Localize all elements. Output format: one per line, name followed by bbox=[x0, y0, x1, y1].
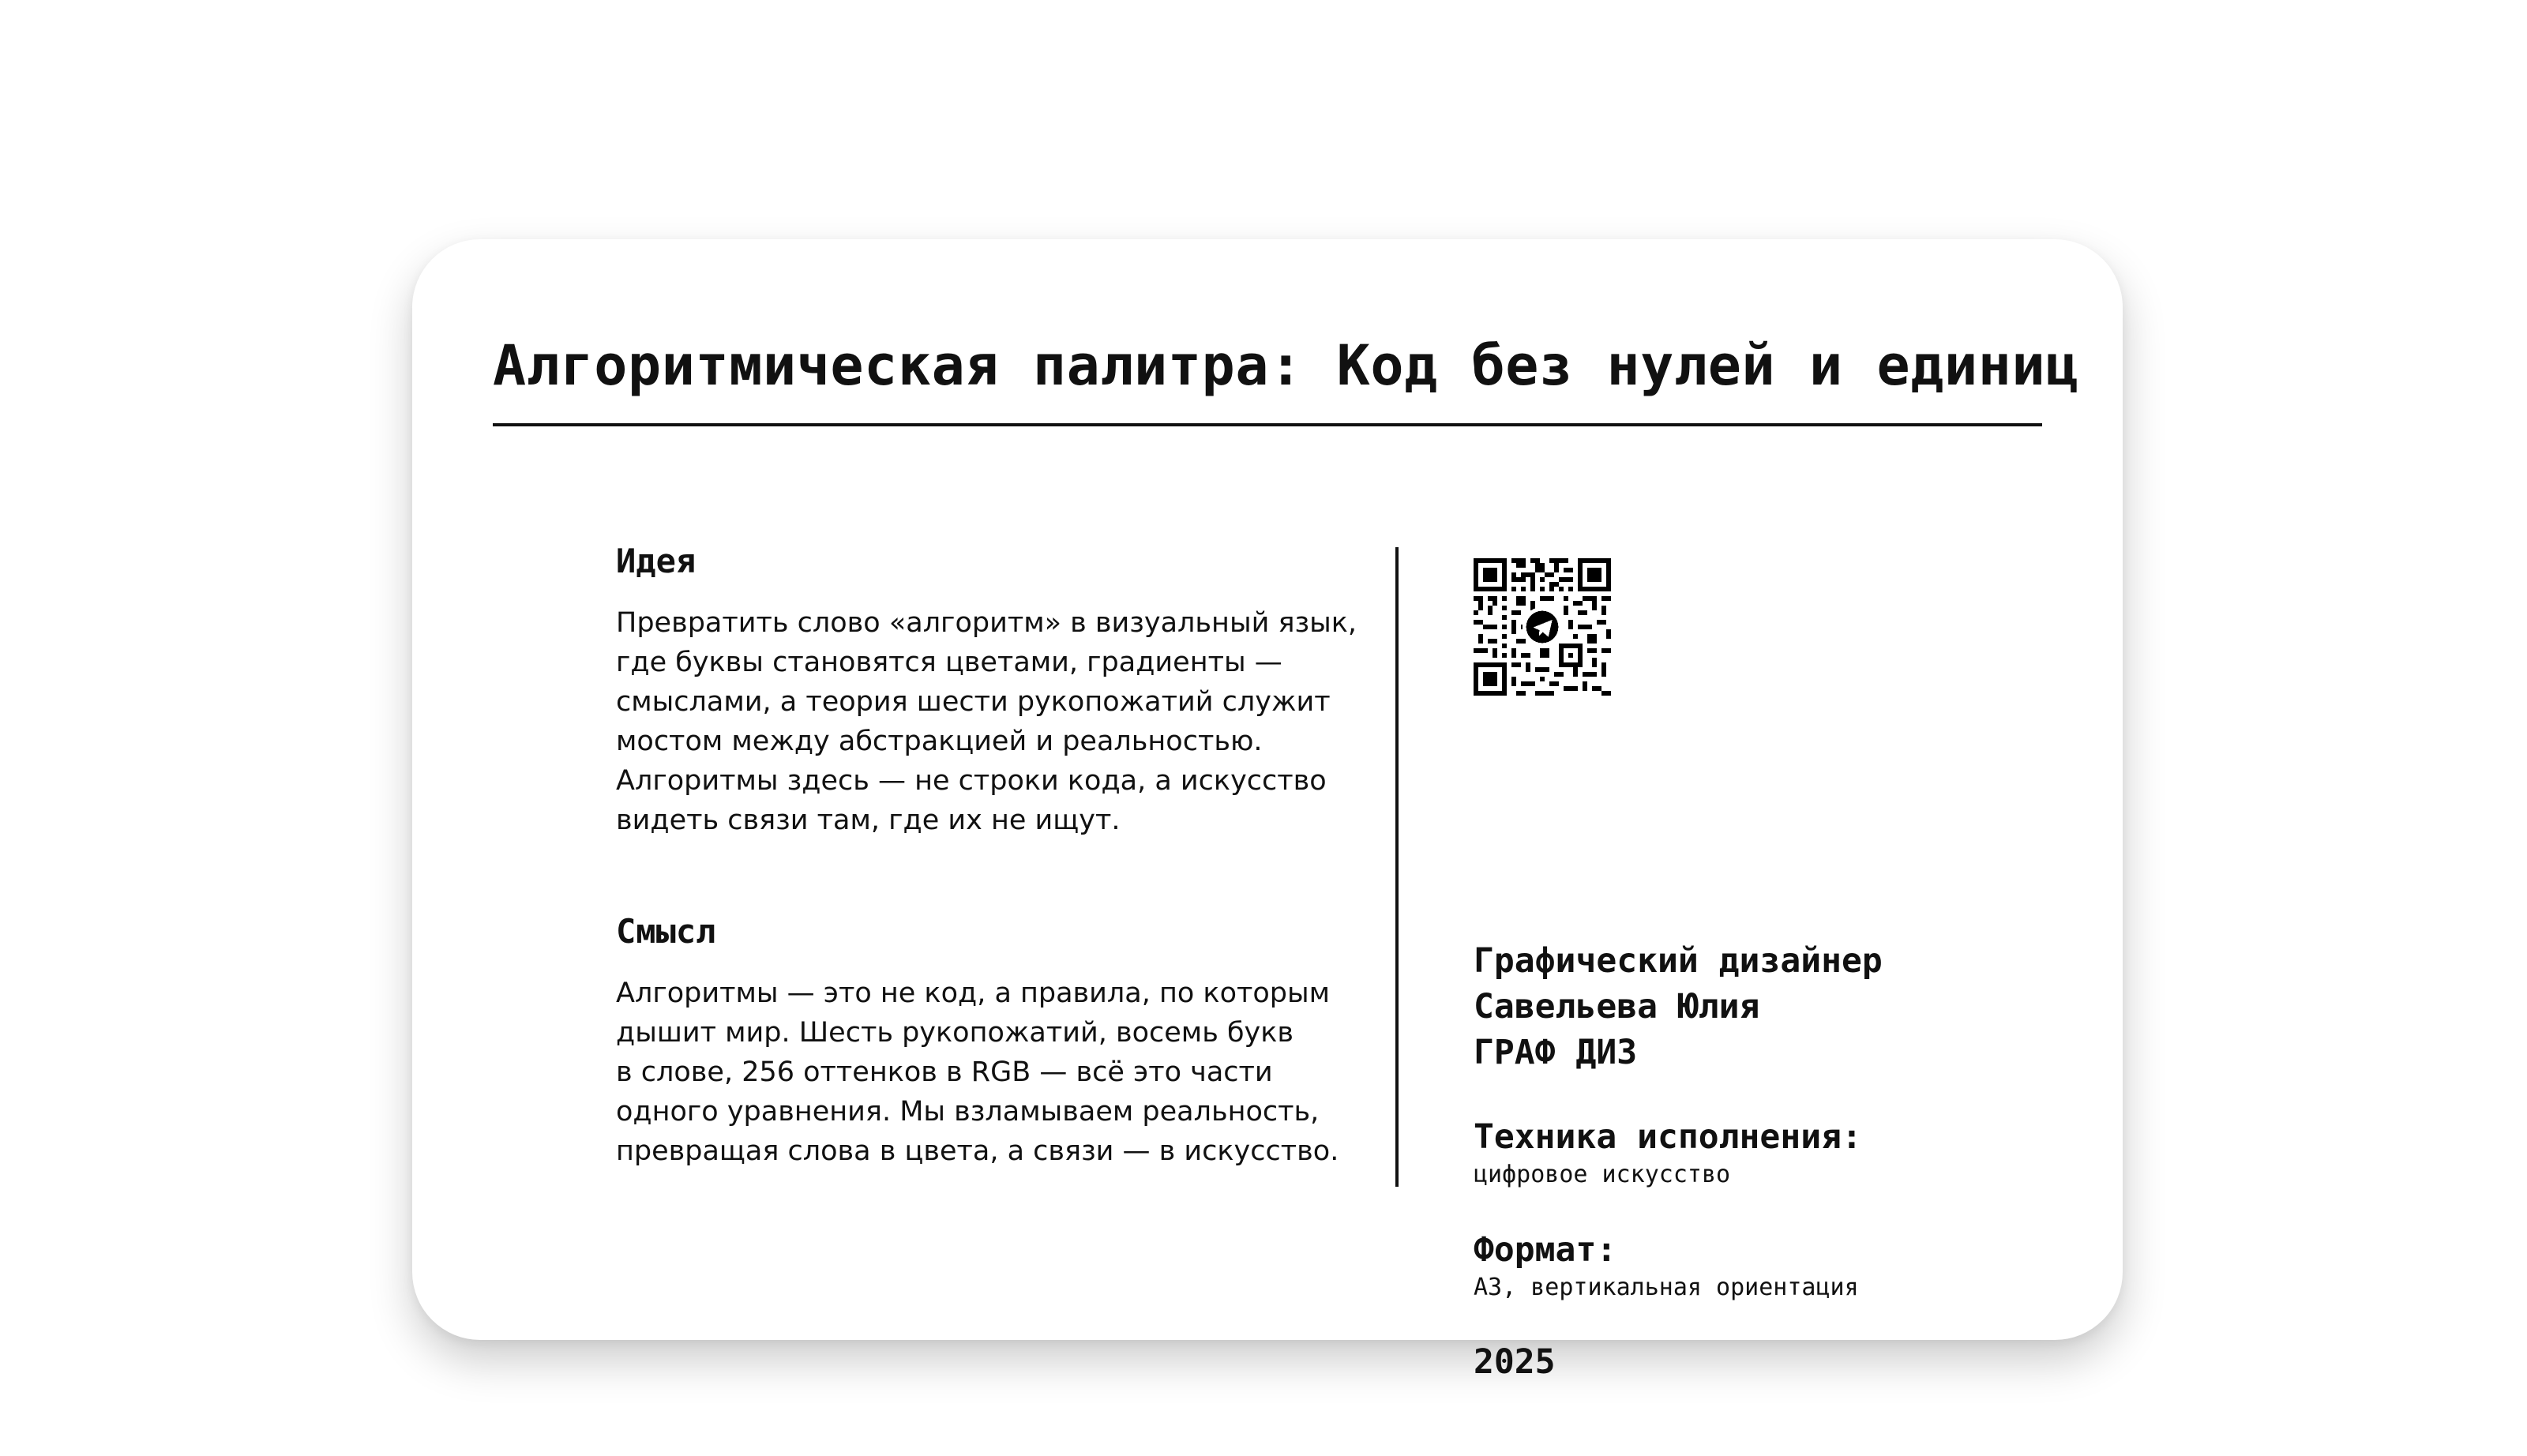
technique-value: цифровое искусство bbox=[1474, 1161, 1731, 1188]
meaning-text-line: дышит мир. Шесть рукопожатий, восемь букв bbox=[616, 1017, 1294, 1049]
idea-text-line: Превратить слово «алгоритм» в визуальный язык, bbox=[616, 607, 1357, 639]
column-divider bbox=[1395, 547, 1399, 1187]
idea-heading: Идея bbox=[616, 542, 697, 580]
year: 2025 bbox=[1474, 1342, 1556, 1382]
format-label: Формат: bbox=[1474, 1230, 1617, 1270]
title-underline bbox=[493, 423, 2042, 426]
meaning-heading: Смысл bbox=[616, 912, 716, 951]
idea-text-line: мостом между абстракцией и реальностью. bbox=[616, 726, 1263, 757]
format-value: А3, вертикальная ориентация bbox=[1474, 1274, 1859, 1301]
idea-text-line: Алгоритмы здесь — не строки кода, а искусство bbox=[616, 765, 1327, 797]
author-role: Графический дизайнер bbox=[1474, 941, 1883, 981]
author-group: ГРАФ ДИЗ bbox=[1474, 1033, 1638, 1072]
artwork-label-card bbox=[412, 239, 2123, 1382]
idea-text-line: смыслами, а теория шести рукопожатий служит bbox=[616, 686, 1331, 718]
artwork-title: Алгоритмическая палитра: Код без нулей и единиц bbox=[493, 333, 2079, 398]
meaning-text-line: превращая слова в цвета, а связи — в искусство. bbox=[616, 1135, 1339, 1167]
author-name: Савельева Юлия bbox=[1474, 987, 1760, 1026]
meaning-text bbox=[616, 974, 1358, 1171]
meaning-text-line: в слове, 256 оттенков в RGB — всё это части bbox=[616, 1056, 1273, 1088]
idea-text-line: где буквы становятся цветами, градиенты — bbox=[616, 647, 1282, 678]
meaning-text-line: одного уравнения. Мы взламываем реальность, bbox=[616, 1096, 1320, 1128]
meaning-text-line: Алгоритмы — это не код, а правила, по которым bbox=[616, 978, 1331, 1009]
technique-label: Техника исполнения: bbox=[1474, 1117, 1862, 1157]
idea-text bbox=[616, 603, 1358, 840]
idea-text-line: видеть связи там, где их не ищут. bbox=[616, 805, 1121, 836]
qr-code-icon[interactable] bbox=[1474, 558, 1611, 696]
